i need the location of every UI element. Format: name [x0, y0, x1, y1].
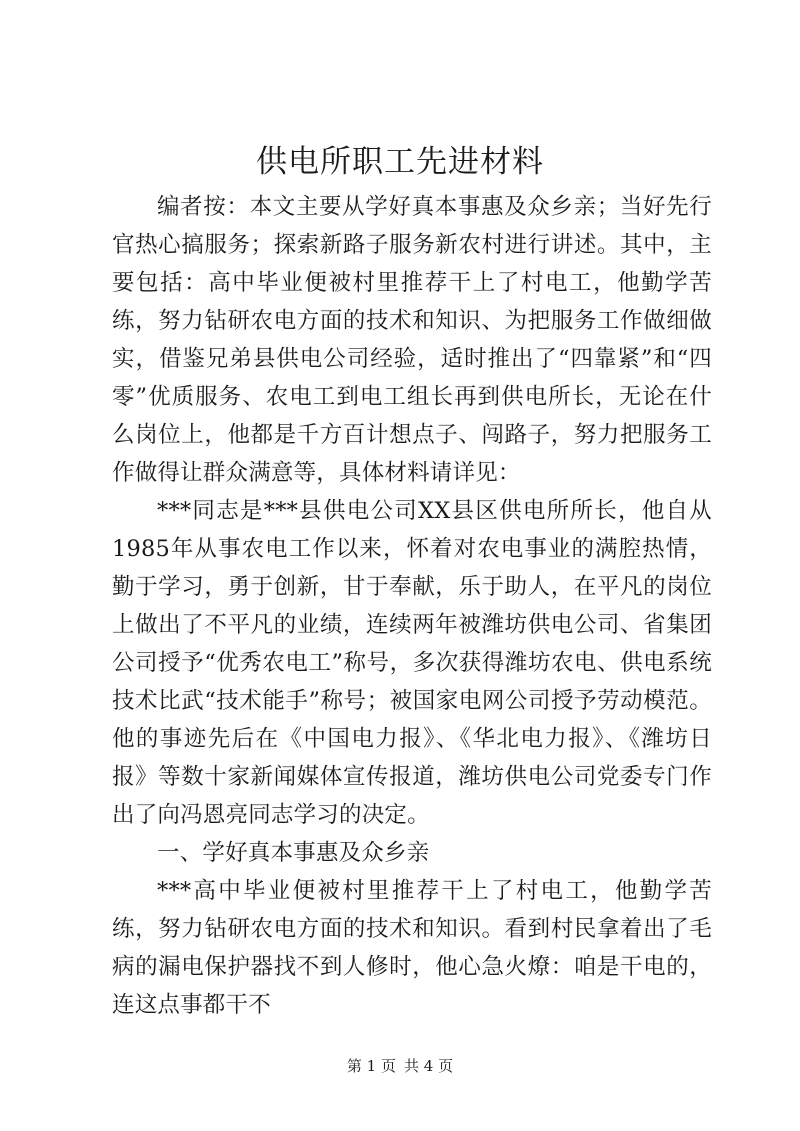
editor-note-paragraph: 编者按：本文主要从学好真本事惠及众乡亲；当好先行官热心搞服务；探索新路子服务新农村进行讲述。其中，主要包括：高中毕业便被村里推荐干上了村电工，他勤学苦练，努力钻研农电方面的技术和知识、为把服务工作做细做实，借鉴兄弟县供电公司经验，适时推出了“四靠紧”和“四零”优质服务、农电工到电工组长再到供电所长，无论在什么岗位上，他都是千方百计想点子、闯路子，努力把服务工作做得让群众满意等，具体材料请详见： — [112, 194, 712, 486]
page-total: 共 4 页 — [404, 1057, 454, 1075]
section-heading: 一、学好真本事惠及众乡亲 — [157, 840, 430, 866]
intro-paragraph: ***同志是***县供电公司XX县区供电所所长，他自从1985年从事农电工作以来，怀着对农电事业的满腔热情，勤于学习，勇于创新，甘于奉献，乐于助人，在平凡的岗位上做出了不平凡的业绩，连续两年被潍坊供电公司、省集团公司授予“优秀农电工”称号，多次获得潍坊农电、供电系统技术比武“技术能手”称号；被国家电网公司授予劳动模范。他的事迹先后在《中国电力报》、《华北电力报》、《潍坊日报》等数十家新闻媒体宣传报道，潍坊供电公司党委专门作出了向冯恩亮同志学习的决定。 — [112, 498, 712, 828]
page-title: 供电所职工先进材料 — [256, 144, 544, 180]
page-footer — [0, 1056, 800, 1076]
page-number: 第 1 页 — [346, 1057, 396, 1075]
section-paragraph: ***高中毕业便被村里推荐干上了村电工，他勤学苦练，努力钻研农电方面的技术和知识。看到村民拿着出了毛病的漏电保护器找不到人修时，他心急火燎：咱是干电的，连这点事都干不 — [112, 878, 712, 1018]
document-body — [112, 188, 712, 1024]
